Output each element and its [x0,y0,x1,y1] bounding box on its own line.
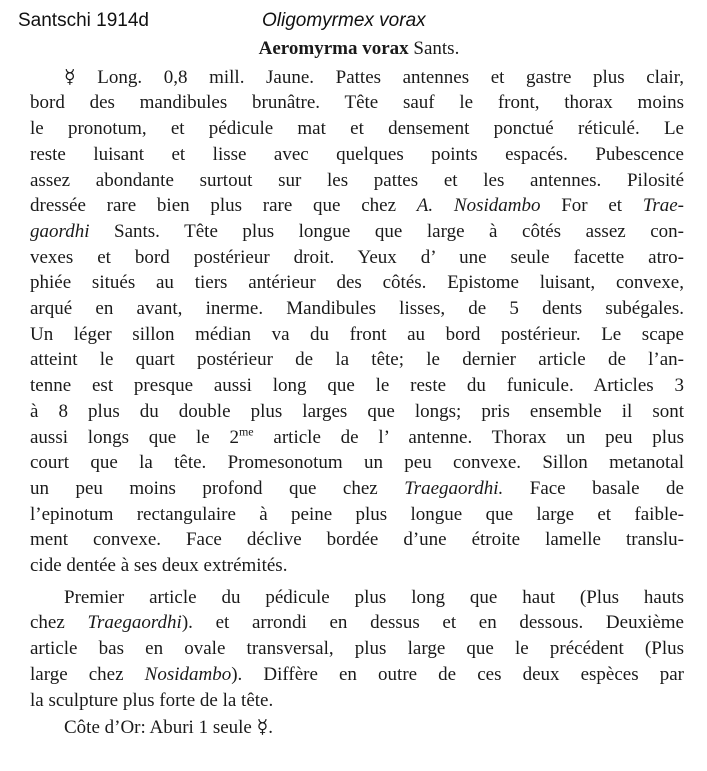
text-line: cide dentée à ses deux extrémités. [30,555,288,577]
species-title [30,36,684,62]
text-line: reste luisant et lisse avec quelques points espacés. Pubescence [30,143,684,165]
species-reference: A. Nosidambo [416,195,541,217]
text-line: article bas en ovale transversal, plus large que le précédent (Plus [30,638,684,660]
text-line: assez abondante surtout sur les pattes et les antennes. Pilosité [30,169,684,191]
text-line: vexes et bord postérieur droit. Yeux d’ une seule facette atro- [30,246,684,268]
text-line: un peu moins profond que chez Traegaordhi. Face basale de [30,477,684,499]
species-reference: gaordhi [30,220,90,242]
text-line: gaordhi Sants. Tête plus longue que large à côtés assez con- [30,220,684,242]
text-line: le pronotum, et pédicule mat et densement ponctué réticulé. Le [30,118,684,140]
text-line: aussi longs que le $2^{me}$ article de l’ antenne. Thorax un peu plus [30,424,684,448]
text-line: Un léger sillon médian va du front au bord postérieur. Le scape [30,323,684,345]
species-name: Aeromyrma vorax [258,38,409,59]
text-line: à 8 plus du double plus larges que longs; pris ensemble il sont [30,400,684,422]
document-body [30,36,684,741]
text-line: arqué en avant, inerme. Mandibules lisses, de 5 dents subégales. [30,298,684,320]
text-line: la sculpture plus forte de la tête. [30,689,274,711]
locality-paragraph [30,715,684,741]
citation-label: Santschi 1914d [18,10,149,31]
text-line: atteint le quart postérieur de la tête; le dernier article de l’an- [30,349,684,371]
text-line: ☿ Long. 0,8 mill. Jaune. Pattes antennes et gastre plus clair, [30,65,684,91]
species-reference: Traegaordhi. [404,477,504,499]
text-line: Côte d’Or: Aburi 1 seule ☿. [30,715,684,741]
worker-symbol-icon: ☿ [64,66,76,88]
text-line: large chez Nosidambo). Diffère en outre de ces deux espèces par [30,663,684,685]
species-author: Sants. [413,38,460,59]
species-reference: Traegaordhi [87,612,182,634]
text-line: tenne est presque aussi long que le reste du funicule. Articles 3 [30,375,684,397]
description-paragraph [30,65,684,579]
text-line: Premier article du pédicule plus long que haut (Plus hauts [64,586,684,608]
superscript: me [238,424,254,439]
page-header [0,4,707,34]
text-line: bord des mandibules brunâtre. Tête sauf le front, thorax moins [30,92,684,114]
text-line: dressée rare bien plus rare que chez A. Nosidambo For et Trae- [30,195,684,217]
text-line: phiée situés au tiers antérieur des côtés. Epistome luisant, convexe, [30,272,684,294]
text-line: court que la tête. Promesonotum un peu convexe. Sillon metanotal [30,452,684,474]
text-line: l’epinotum rectangulaire à peine plus longue que large et faible- [30,503,684,525]
text-line: chez Traegaordhi). et arrondi en dessus et en dessous. Deuxième [30,612,684,634]
species-reference: Nosidambo [144,663,232,685]
species-reference: Trae- [642,195,684,217]
text-line: ment convexe. Face déclive bordée d’une étroite lamelle translu- [30,529,684,551]
worker-symbol-icon: ☿ [256,717,269,739]
pedicel-paragraph [30,585,684,714]
taxon-label: Oligomyrmex vorax [262,10,426,31]
